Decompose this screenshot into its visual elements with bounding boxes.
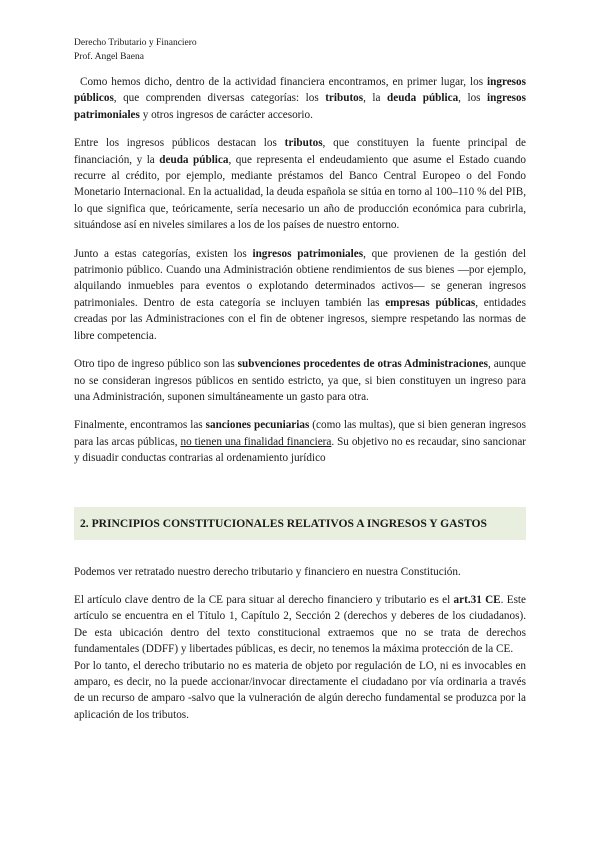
text-run: Otro tipo de ingreso público son las	[74, 358, 238, 371]
paragraph-constitucion	[74, 564, 526, 580]
paragraph-art31	[74, 592, 526, 658]
text-run: , la	[363, 92, 387, 105]
bold-term: empresas públicas	[385, 296, 476, 309]
text-run: Por lo tanto, el derecho tributario no es materia de objeto por regulación de LO, ni es invocables en amparo, es decir, no la puede accionar/invocar directamente el ciudadano por vía ordinaria a través de un recurso de amparo -salvo que la vulneración de algún derecho fundamental se produzca por la aplicación de los tributos.	[74, 659, 526, 721]
bold-term: art.31 CE	[453, 593, 501, 606]
paragraph-sanciones	[74, 417, 526, 466]
underlined-phrase: no tienen una finalidad financiera	[180, 435, 332, 448]
text-run: , los	[458, 92, 488, 105]
text-run: Como hemos dicho, dentro de la actividad financiera encontramos, en primer lugar, los	[80, 76, 488, 88]
bold-term: subvenciones procedentes de otras Administraciones	[237, 358, 488, 371]
bold-term: deuda pública	[159, 153, 229, 166]
text-run: , entidades creadas por las Administraciones con el fin de obtener ingresos, siempre respetando las normas de libre competencia.	[74, 296, 526, 342]
text-run: . Este artículo se encuentra en el Título 1, Capítulo 2, Sección 2 (derechos y deberes de los ciudadanos). De esta ubicación dentro del texto constitucional extraemos que no se trata de derechos fundamentales (DDFF) y libertades públicas, es decir, no tenemos la máxima protección de la CE.	[74, 593, 526, 656]
text-run: y otros ingresos de carácter accesorio.	[139, 108, 313, 121]
text-run: (como las multas), que si bien generan ingresos para las arcas públicas,	[74, 419, 527, 448]
bold-term: tributos	[284, 137, 323, 150]
bold-term: sanciones pecuniarias	[205, 419, 310, 432]
text-run: , que comprenden diversas categorías: los	[113, 92, 326, 105]
bold-term: ingresos patrimoniales	[252, 247, 364, 260]
header-professor: Prof. Angel Baena	[74, 52, 144, 62]
text-run: El artículo clave dentro de la CE para situar al derecho financiero y tributario es el	[74, 593, 454, 606]
text-run: , que provienen de la gestión del patrimonio público. Cuando una Administración obtiene rendimientos de sus bienes —por ejemplo, alquilando inmuebles para eventos o explotando determinados activos— se generan ingresos patrimoniales. Dentro de esta categoría se incluyen también las	[74, 247, 526, 309]
page-header	[74, 36, 526, 64]
bold-term: deuda pública	[387, 92, 459, 105]
bold-term: ingresos patrimoniales	[74, 92, 526, 121]
paragraph-subvenciones	[74, 356, 526, 405]
text-run: , que representa el endeudamiento que asume el Estado cuando recurre al crédito, por ejemplo, mediante préstamos del Banco Central Europeo o del Fondo Monetario Internacional. En la actualidad, la deuda española se sitúa en torno al 100–110 % del PIB, lo que significa que, teóricamente, sería necesario un año de producción económica para cubrirla, situándose así en niveles similares a los de los países de nuestro entorno.	[74, 153, 526, 232]
text-run: . Su objetivo no es recaudar, sino sancionar y disuadir conductas contrarias al ordenamiento jurídico	[74, 435, 527, 465]
bold-term: tributos	[325, 92, 364, 105]
text-run: Junto a estas categorías, existen los	[74, 247, 253, 260]
paragraph-ingresos-patrimoniales	[74, 246, 526, 344]
text-run: Finalmente, encontramos las	[74, 419, 206, 432]
text-run: Entre los ingresos públicos destacan los	[74, 137, 285, 150]
bold-term: ingresos públicos	[74, 76, 526, 105]
header-course: Derecho Tributario y Financiero	[74, 38, 197, 48]
text-run: Podemos ver retratado nuestro derecho tributario y financiero en nuestra Constitución.	[74, 565, 461, 578]
text-run: , que constituyen la fuente principal de financiación, y la	[74, 137, 526, 166]
paragraph-ingresos-publicos	[74, 74, 526, 123]
paragraph-tributos-deuda	[74, 135, 526, 233]
text-run: , aunque no se consideran ingresos públicos en sentido estricto, ya que, si bien constituyen un ingreso para una Administración, suponen simultáneamente un gasto para otra.	[74, 358, 526, 403]
paragraph-amparo	[74, 658, 526, 724]
section-heading: 2. PRINCIPIOS CONSTITUCIONALES RELATIVOS A INGRESOS Y GASTOS	[74, 507, 526, 540]
